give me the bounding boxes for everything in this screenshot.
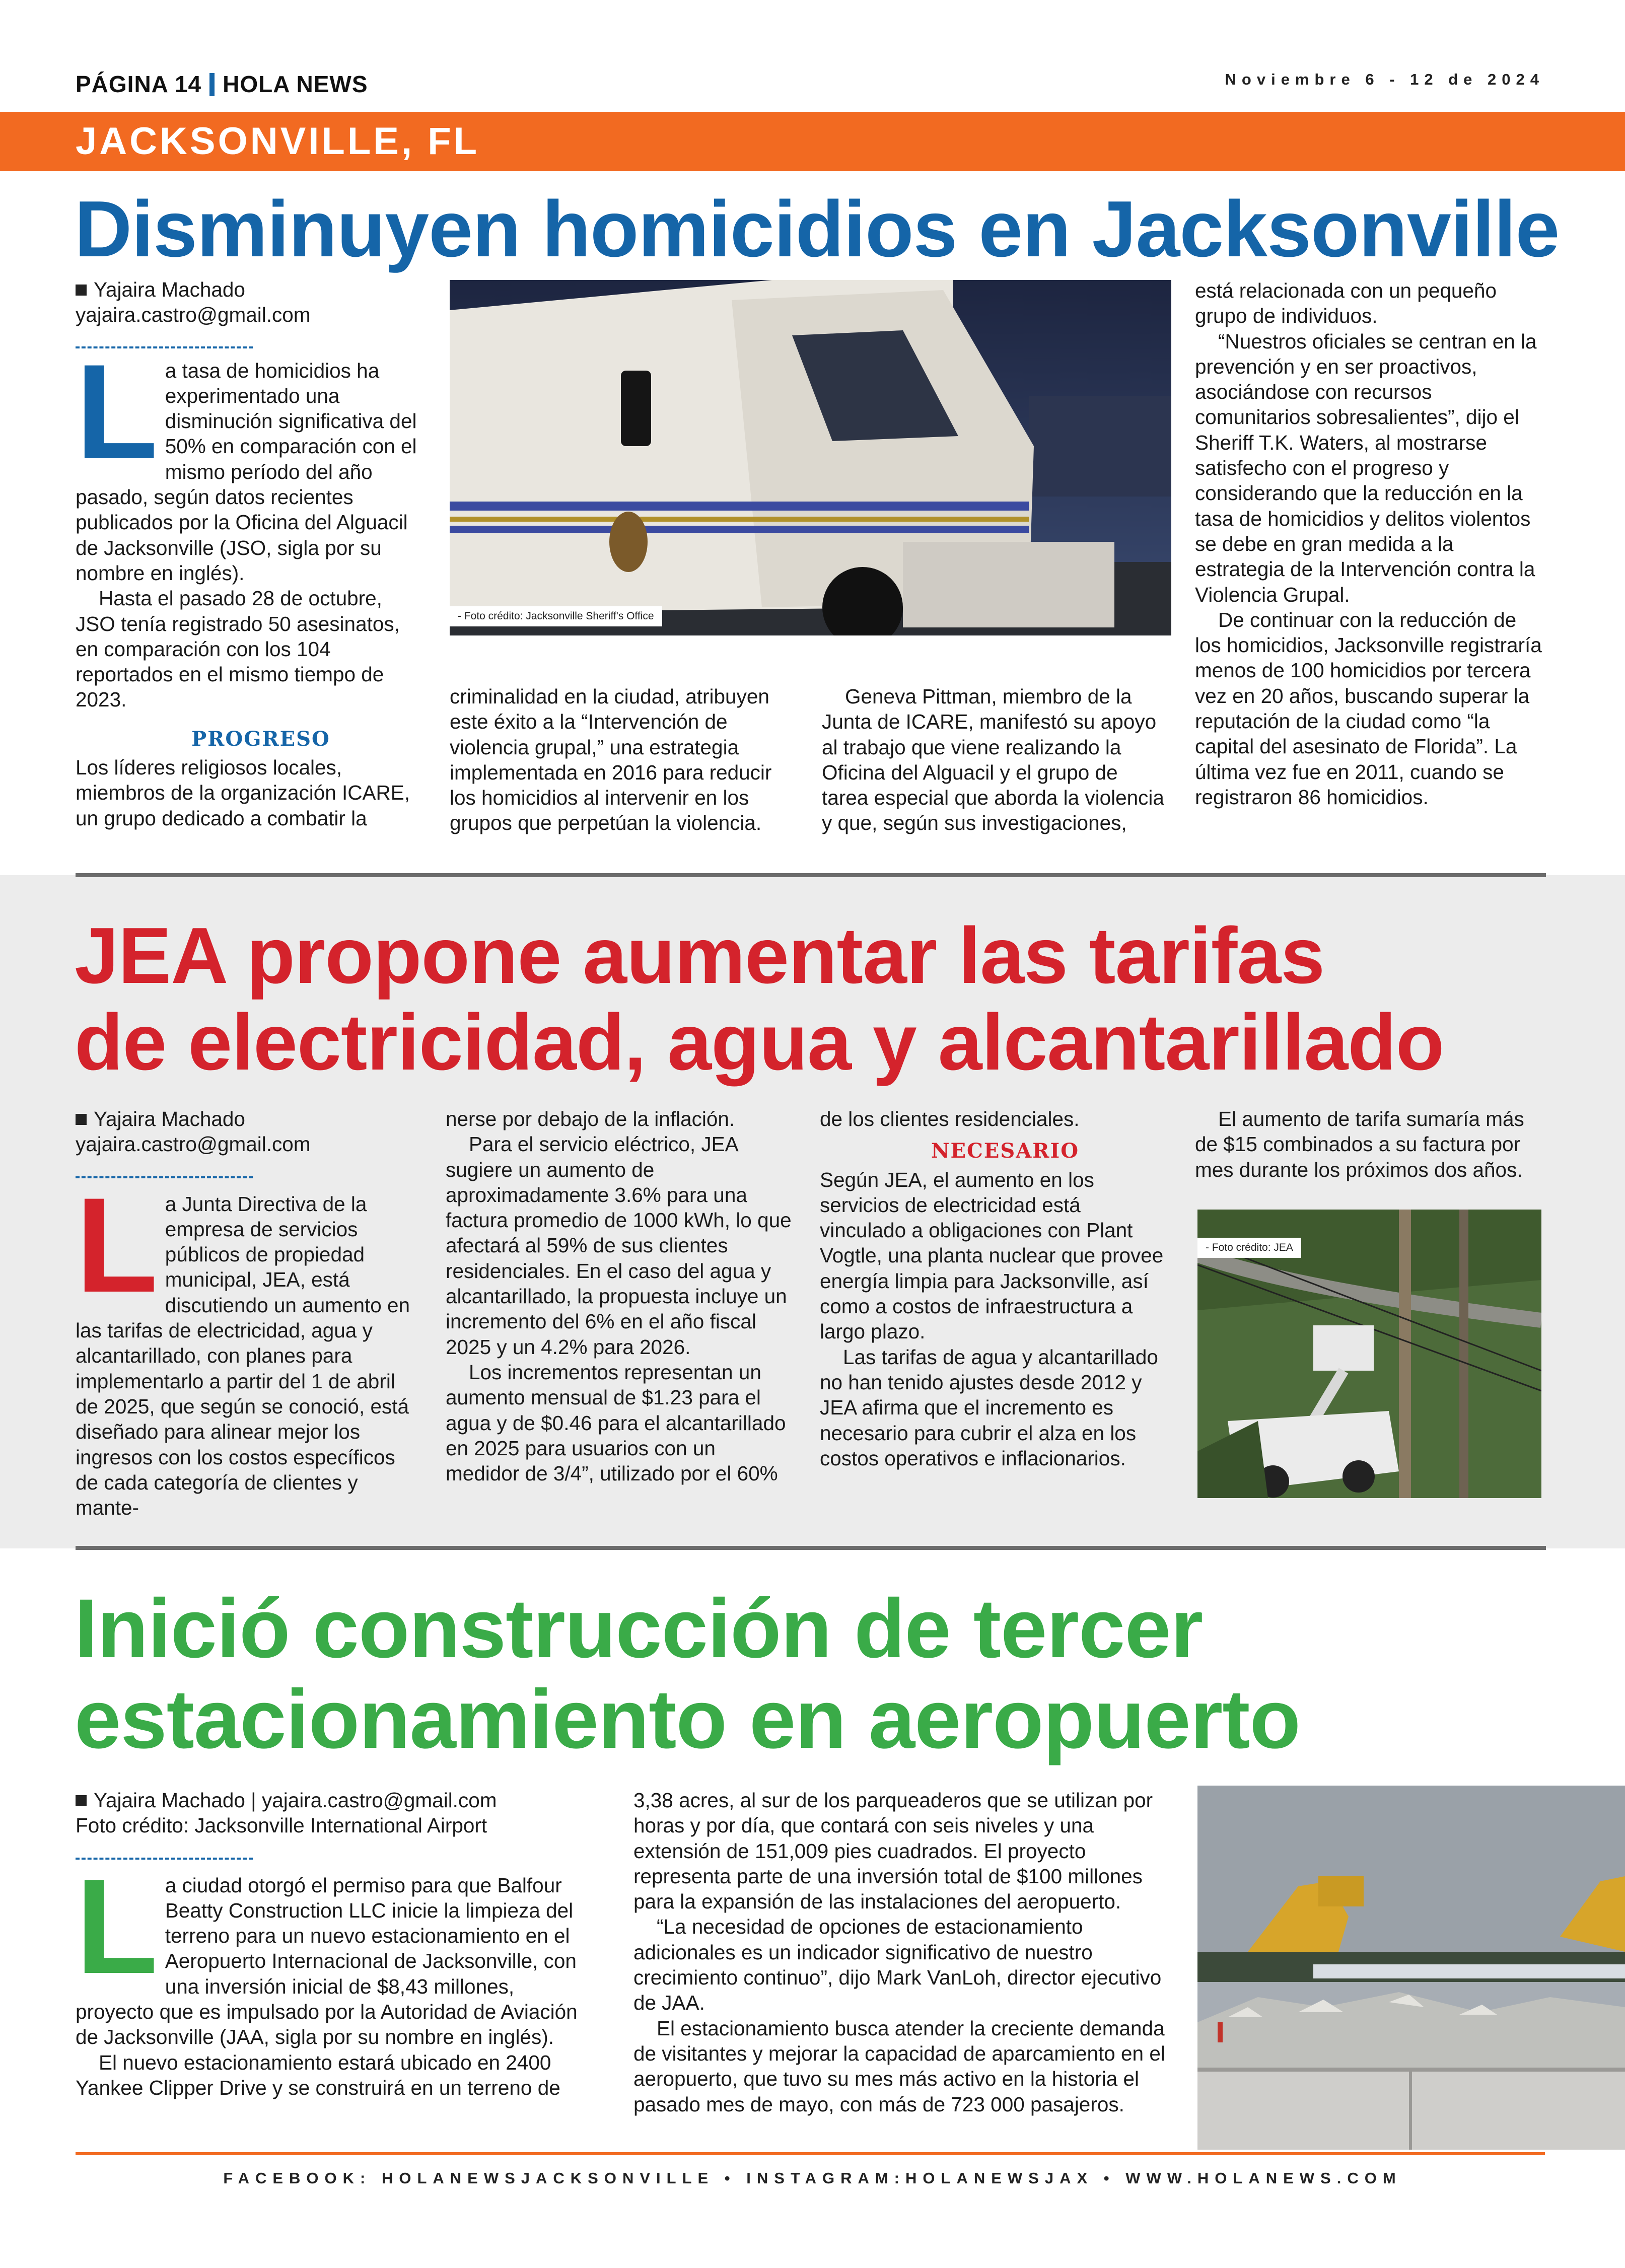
article1-paragraph: Hasta el pasado 28 de octubre, JSO tenía registrado 50 asesinatos, en comparación con los 104 reportados en el mismo tiempo de 2023. (76, 587, 400, 712)
airport-construction-photo (1197, 1786, 1625, 2150)
author-name: Yajaira Machado (94, 278, 245, 301)
article1-headline: Disminuyen homicidios en Jacksonville (75, 185, 1560, 273)
article2-paragraph: El aumento de tarifa sumaría más de $15 combinados a su factura por mes durante los próximos dos años. (1195, 1107, 1524, 1181)
article1-paragraph: está relacionada con un pequeño grupo de individuos. (1195, 279, 1497, 328)
byline-divider (76, 1176, 253, 1178)
bullet-square-icon (76, 285, 87, 296)
author-email[interactable]: yajaira.castro@gmail.com (76, 1132, 311, 1156)
article2-paragraph: Los incrementos representan un aumento mensual de $1.23 para el agua y de $0.46 para el alcantarillado en 2025 para usuarios con un medidor de 3/4”, utilizado por el 60% (446, 1360, 786, 1485)
drop-cap: L (76, 1850, 158, 2002)
headline-line: JEA propone aumentar las tarifas (75, 911, 1325, 1000)
article1-col2 (450, 684, 792, 836)
headline-line: de electricidad, agua y alcantarillado (75, 998, 1444, 1087)
headline-line: estacionamiento en aeropuerto (75, 1673, 1300, 1766)
article3-byline (76, 1788, 579, 1813)
article1-photo-caption: - Foto crédito: Jacksonville Sheriff's Office (450, 606, 662, 626)
article1-subhead: PROGRESO (191, 727, 330, 751)
article3-col1 (76, 1788, 579, 2100)
page-header (76, 70, 368, 98)
publication-name: HOLA NEWS (223, 71, 368, 97)
article3-col2 (633, 1788, 1167, 2117)
article1-paragraph: Geneva Pittman, miembro de la Junta de ICARE, manifestó su apoyo al trabajo que viene realizando la Oficina del Alguacil y el grupo de tarea especial que aborda la violencia y que, según sus investigaciones, (822, 685, 1164, 835)
section-rule (76, 1546, 1546, 1550)
article1-paragraph: De continuar con la reducción de los homicidios, Jacksonville registraría menos de 100 homicidios por tercera vez en 20 años, buscando superar la reputación de la ciudad como “la capital del asesinato de Florida”. La última vez fue en 2011, cuando se registraron 86 homicidios. (1195, 608, 1542, 809)
article3-paragraph: El estacionamiento busca atender la creciente demanda de visitantes y mejorar la capacidad de aparcamiento en el aeropuerto, que tuvo su mes más activo en la historia el pasado mes de mayo, con más de 723 000 pasajeros. (633, 2016, 1165, 2116)
article3-photo-credit: Foto crédito: Jacksonville International Airport (76, 1814, 487, 1837)
article1-col4 (1195, 278, 1547, 810)
page-number: PÁGINA 14 (76, 71, 202, 97)
construction-site-image (1197, 1786, 1625, 2150)
article2-subhead: NECESARIO (931, 1139, 1080, 1163)
article2-paragraph: Para el servicio eléctrico, JEA sugiere un aumento de aproximadamente 3.6% para una factura promedio de 1000 kWh, lo que afectará al 59% de sus clientes residenciales. En el caso del agua y alcantarillado, la propuesta incluye un incremento del 6% en el año fiscal 2025 y un 4.2% para 2026. (446, 1132, 792, 1359)
bullet-square-icon (76, 1795, 87, 1806)
footer-rule (76, 2152, 1545, 2155)
section-rule (76, 873, 1546, 877)
article1-col1 (76, 277, 423, 831)
article1-paragraph: Los líderes religiosos locales, miembros de la organización ICARE, un grupo dedicado a combatir la (76, 756, 410, 830)
article1-paragraph: criminalidad en la ciudad, atribuyen este éxito a la “Intervención de violencia grupal,” una estrategia implementada en 2016 para reducir los homicidios al intervenir en los grupos que perpetúan la violencia. (450, 685, 772, 835)
article1-byline (76, 277, 423, 302)
article2-photo-caption: - Foto crédito: JEA (1197, 1238, 1301, 1258)
article2-col2 (446, 1106, 793, 1486)
article1-paragraph: “Nuestros oficiales se centran en la prevención y en ser proactivos, asociándose con recursos comunitarios sobresalientes”, dijo el Sheriff T.K. Waters, al mostrarse satisfecho con el progreso y considerando que la reducción en la tasa de homicidios y delitos violentos se debe en gran medida a la estrategia de la Intervención contra la Violencia Grupal. (1195, 329, 1537, 606)
article2-paragraph: Las tarifas de agua y alcantarillado no han tenido ajustes desde 2012 y JEA afirma que el incremento es necesario para cubrir el alza en los costos operativos e inflacionarios. (820, 1345, 1158, 1470)
section-title: JACKSONVILLE, FL (76, 120, 480, 163)
truck-image (450, 280, 1171, 635)
article2-col4 (1195, 1106, 1547, 1182)
header-divider (209, 73, 215, 96)
article3-headline (75, 1584, 1300, 1765)
sheriff-truck-photo (450, 280, 1171, 635)
article3-paragraph: La ciudad otorgó el permiso para que Balfour Beatty Construction LLC inicie la limpieza del terreno para un nuevo estacionamiento en el Aeropuerto Internacional de Jacksonville, con una inversión inicial de $8,43 millones, proyecto que es impulsado por la Autoridad de Aviación de Jacksonville (JAA, sigla por su nombre en inglés). (76, 1850, 578, 2049)
byline-divider (76, 346, 253, 348)
drop-cap: L (76, 335, 158, 487)
article2-paragraph: La Junta Directiva de la empresa de servicios públicos de propiedad municipal, JEA, está discutiendo un aumento en las tarifas de electricidad, agua y alcantarillado, con planes para implementarlo a partir del 1 de abril de 2025, que según se conoció, está diseñado para alinear mejor los ingresos con los costos específicos de cada categoría de clientes y mante- (76, 1169, 410, 1520)
article2-col3 (820, 1106, 1167, 1471)
article1-col3 (822, 684, 1169, 836)
article1-paragraph: La tasa de homicidios ha experimentado una disminución significativa del 50% en comparación con el mismo período del año pasado, según datos recientes publicados por la Oficina del Alguacil de Jacksonville (JSO, sigla por su nombre en inglés). (76, 335, 417, 585)
article3-paragraph: “La necesidad de opciones de estacionamiento adicionales es un indicador significativo de nuestro crecimiento continuo”, dijo Mark VanLoh, director ejecutivo de JAA. (633, 1915, 1162, 2015)
issue-date: Noviembre 6 - 12 de 2024 (1225, 70, 1544, 88)
article3-paragraph: El nuevo estacionamiento estará ubicado en 2400 Yankee Clipper Drive y se construirá en un terreno de (76, 2050, 560, 2099)
article2-paragraph: de los clientes residenciales. (820, 1107, 1080, 1130)
article3-paragraph: 3,38 acres, al sur de los parqueaderos que se utilizan por horas y por día, que contará con seis niveles y una extensión de 151,009 pies cuadrados. El proyecto representa parte de una inversión total de $100 millones para la expansión de las instalaciones del aeropuerto. (633, 1789, 1153, 1913)
author-byline: Yajaira Machado | yajaira.castro@gmail.com (94, 1789, 497, 1812)
byline-divider (76, 1858, 253, 1860)
jea-lineworkers-photo (1197, 1210, 1541, 1498)
bullet-square-icon (76, 1114, 87, 1125)
article2-byline (76, 1106, 423, 1131)
article2-paragraph: nerse por debajo de la inflación. (446, 1107, 735, 1130)
headline-line: Inició construcción de tercer (75, 1582, 1203, 1675)
article2-paragraph: Según JEA, el aumento en los servicios de electricidad está vinculado a obligaciones con Plant Vogtle, una planta nuclear que provee energía limpia para Jacksonville, así como a costos de infraestructura a largo plazo. (820, 1168, 1164, 1343)
author-email[interactable]: yajaira.castro@gmail.com (76, 303, 311, 327)
footer-social-links[interactable]: FACEBOOK: HOLANEWSJACKSONVILLE • INSTAGRAM:HOLANEWSJAX • WWW.HOLANEWS.COM (223, 2169, 1402, 2187)
article2-col1 (76, 1106, 423, 1520)
drop-cap: L (76, 1169, 158, 1320)
author-name: Yajaira Machado (94, 1107, 245, 1130)
article2-headline (75, 912, 1444, 1086)
